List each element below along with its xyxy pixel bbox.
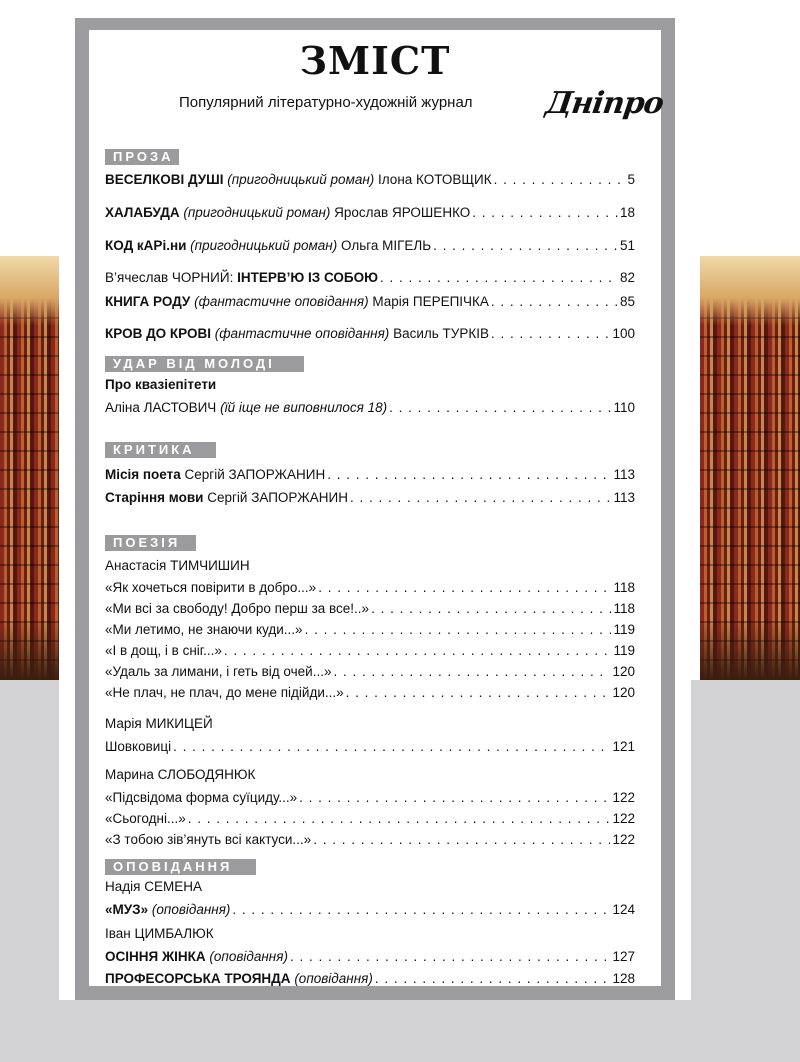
entry-genre: (пригодницький роман) — [190, 238, 338, 253]
gray-border — [75, 18, 675, 1000]
entry-title: КРОВ ДО КРОВІ — [105, 326, 212, 341]
toc-entry[interactable] — [105, 577, 635, 597]
entry-heading[interactable]: Про квазіепітети — [105, 377, 217, 392]
toc-entry[interactable] — [105, 487, 635, 507]
dot-leader — [290, 948, 611, 966]
contents-frame — [59, 18, 691, 1000]
entry-title: «І в дощ, і в сніг...» — [105, 643, 222, 658]
entry-title: Шовковиці — [105, 739, 172, 754]
contents-page — [89, 30, 666, 986]
entry-genre: (пригодницький роман) — [183, 205, 331, 220]
entry-page: 122 — [612, 832, 635, 847]
dot-leader — [389, 399, 611, 417]
entry-title: «Сьогодні...» — [105, 811, 186, 826]
author-name: Іван ЦИМБАЛЮК — [105, 926, 214, 941]
toc-entry[interactable] — [105, 291, 635, 311]
author-name: Марина СЛОБОДЯНЮК — [105, 767, 256, 782]
entry-author: Ярослав ЯРОШЕНКО — [334, 205, 471, 220]
page-title: ЗМІСТ — [299, 38, 451, 83]
section-udar: УДАР ВІД МОЛОДІ — [105, 356, 304, 372]
toc-entry[interactable] — [105, 787, 635, 807]
entry-page: 51 — [619, 238, 635, 253]
section-poeziia: ПОЕЗІЯ — [105, 535, 196, 551]
dot-leader — [334, 663, 611, 681]
entry-title: «Ми летимо, не знаючи куди...» — [105, 622, 303, 637]
entry-note: (їй іще не виповнилося 18) — [220, 400, 388, 415]
toc-entry[interactable] — [105, 235, 635, 255]
section-opovidannia: ОПОВІДАННЯ — [105, 859, 256, 875]
toc-entry[interactable] — [105, 323, 635, 343]
dot-leader — [371, 600, 611, 618]
dot-leader — [313, 831, 610, 849]
entry-title: «МУЗ» — [105, 902, 149, 917]
dot-leader — [494, 171, 626, 189]
entry-title: ХАЛАБУДА — [105, 205, 180, 220]
toc-entry[interactable] — [105, 808, 635, 828]
entry-genre: (оповідання) — [151, 902, 231, 917]
entry-author: Аліна ЛАСТОВИЧ — [105, 400, 217, 415]
entry-author: Василь ТУРКІВ — [393, 326, 489, 341]
entry-page: 113 — [613, 467, 635, 482]
entry-author: Марія ПЕРЕПІЧКА — [372, 294, 489, 309]
toc-entry[interactable] — [105, 640, 635, 660]
dot-leader — [224, 642, 612, 660]
author-name: Марія МИКИЦЕЙ — [105, 716, 213, 731]
journal-logo: Дніпро — [543, 86, 666, 121]
entry-page: 120 — [612, 664, 635, 679]
entry-page: 113 — [613, 490, 635, 505]
toc-entry[interactable] — [105, 619, 635, 639]
entry-title: ПРОФЕСОРСЬКА ТРОЯНДА — [105, 971, 291, 986]
entry-page: 120 — [612, 685, 635, 700]
entry-genre: (оповідання) — [294, 971, 373, 986]
entry-page: 128 — [612, 971, 635, 986]
author-name: Анастасія ТИМЧИШИН — [105, 558, 250, 573]
entry-title: «Не плач, не плач, до мене підійди...» — [105, 685, 344, 700]
toc-entry[interactable] — [105, 464, 635, 484]
entry-author: В’ячеслав ЧОРНИЙ: — [105, 270, 234, 285]
entry-title: КОД кАРі.ни — [105, 238, 187, 253]
journal-subtitle: Популярний літературно-художній журнал — [179, 94, 473, 111]
author-name: Надія СЕМЕНА — [105, 879, 202, 894]
dot-leader — [346, 684, 611, 702]
toc-entry[interactable] — [105, 169, 635, 189]
entry-title: Місія поета — [105, 467, 181, 482]
dot-leader — [305, 621, 612, 639]
entry-author: Сергій ЗАПОРЖАНИН — [207, 490, 348, 505]
dot-leader — [491, 325, 610, 343]
entry-page: 5 — [627, 172, 635, 187]
entry-genre: (пригодницький роман) — [227, 172, 375, 187]
entry-title: «З тобою зів’януть всі кактуси...» — [105, 832, 312, 847]
entry-page: 124 — [612, 902, 635, 917]
entry-page: 127 — [612, 949, 635, 964]
entry-title: ІНТЕРВ’Ю ІЗ СОБОЮ — [237, 270, 379, 285]
toc-entry[interactable] — [105, 598, 635, 618]
entry-page: 100 — [612, 326, 635, 341]
entry-author: Ольга МІГЕЛЬ — [340, 238, 432, 253]
toc-entry[interactable] — [105, 661, 635, 681]
entry-title: «Підсвідома форма суїциду...» — [105, 790, 298, 805]
dot-leader — [327, 466, 611, 484]
dot-leader — [491, 293, 618, 311]
entry-title: «Як хочеться повірити в добро...» — [105, 580, 317, 595]
entry-page: 118 — [613, 601, 635, 616]
entry-title: Старіння мови — [105, 490, 204, 505]
library-photo-left — [0, 256, 60, 680]
entry-page: 18 — [619, 205, 635, 220]
entry-page: 122 — [612, 811, 635, 826]
toc-entry[interactable] — [105, 397, 635, 417]
entry-page: 119 — [613, 622, 635, 637]
entry-page: 110 — [613, 400, 635, 415]
entry-page: 85 — [619, 294, 635, 309]
entry-title: «Ми всі за свободу! Добро перш за все!..» — [105, 601, 370, 616]
dot-leader — [433, 237, 618, 255]
dot-leader — [380, 269, 618, 287]
entry-genre: (оповідання) — [209, 949, 288, 964]
section-proza: ПРОЗА — [105, 149, 179, 165]
entry-title: «Удаль за лимани, і геть від очей...» — [105, 664, 332, 679]
dot-leader — [350, 489, 612, 507]
entry-author: Ілона КОТОВЩИК — [378, 172, 492, 187]
entry-page: 82 — [619, 270, 635, 285]
toc-entry[interactable] — [105, 968, 635, 988]
dot-leader — [299, 789, 610, 807]
entry-page: 118 — [613, 580, 635, 595]
dot-leader — [173, 738, 610, 756]
table-of-contents — [89, 30, 661, 986]
dot-leader — [318, 579, 611, 597]
library-photo-right — [700, 256, 800, 680]
entry-genre: (фантастичне оповідання) — [214, 326, 390, 341]
toc-entry[interactable] — [105, 946, 635, 966]
entry-author: Сергій ЗАПОРЖАНИН — [184, 467, 326, 482]
toc-entry[interactable] — [105, 736, 635, 756]
entry-title: ВЕСЕЛКОВІ ДУШІ — [105, 172, 224, 187]
section-krytyka: КРИТИКА — [105, 442, 216, 458]
entry-page: 119 — [613, 643, 635, 658]
entry-page: 122 — [612, 790, 635, 805]
toc-entry[interactable] — [105, 267, 635, 287]
entry-title: КНИГА РОДУ — [105, 294, 191, 309]
dot-leader — [472, 204, 618, 222]
entry-title: ОСІННЯ ЖІНКА — [105, 949, 206, 964]
entry-page: 121 — [612, 739, 635, 754]
dot-leader — [375, 970, 611, 988]
toc-entry[interactable] — [105, 899, 635, 919]
toc-entry[interactable] — [105, 829, 635, 849]
entry-genre: (фантастичне оповідання) — [194, 294, 369, 309]
toc-entry[interactable] — [105, 202, 635, 222]
dot-leader — [232, 901, 610, 919]
toc-entry[interactable] — [105, 682, 635, 702]
dot-leader — [188, 810, 611, 828]
